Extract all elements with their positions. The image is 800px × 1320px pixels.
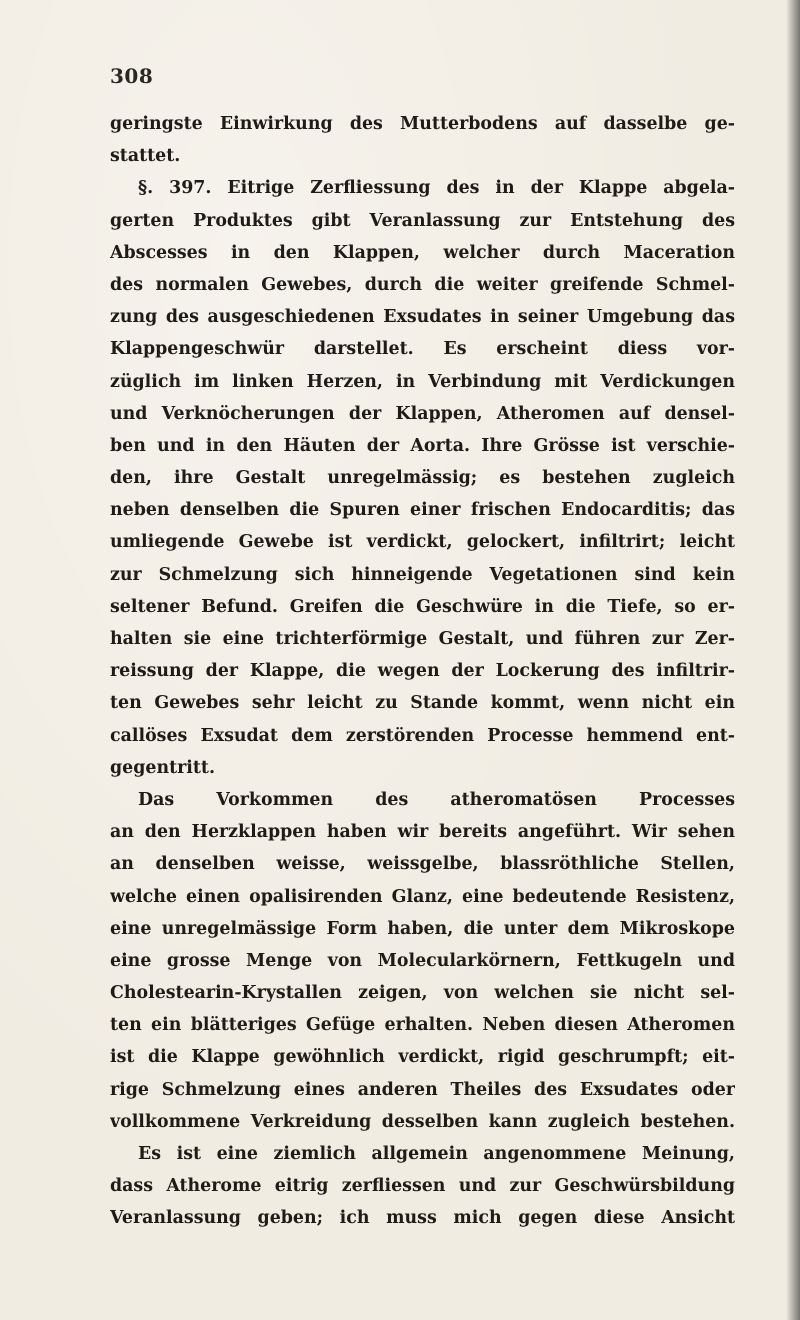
text-line: an denselben weisse, weissgelbe, blassröthliche Stellen,	[110, 854, 735, 875]
text-line: ten ein blätteriges Gefüge erhalten. Neben diesen Atheromen	[110, 1015, 735, 1036]
text-line: seltener Befund. Greifen die Geschwüre in die Tiefe, so er-	[110, 596, 735, 617]
text-line: ten Gewebes sehr leicht zu Stande kommt, wenn nicht ein	[110, 693, 735, 714]
text-line: züglich im linken Herzen, in Verbindung mit Verdickungen	[110, 371, 735, 392]
text-line: eine grosse Menge von Molecularkörnern, Fettkugeln und	[110, 950, 735, 971]
text-line: rige Schmelzung eines anderen Theiles des Exsudates oder	[110, 1079, 735, 1100]
text-line: den, ihre Gestalt unregelmässig; es bestehen zugleich	[110, 468, 735, 489]
text-line: Das Vorkommen des atheromatösen Processes	[138, 789, 735, 810]
text-line: dass Atherome eitrig zerfliessen und zur Geschwürsbildung	[110, 1176, 735, 1197]
text-line: Abscesses in den Klappen, welcher durch Maceration	[110, 242, 735, 263]
text-line: halten sie eine trichterförmige Gestalt, und führen zur Zer-	[110, 629, 735, 649]
page-edge-shadow	[786, 0, 800, 1320]
text-line: ist die Klappe gewöhnlich verdickt, rigid geschrumpft; eit-	[110, 1047, 735, 1068]
text-line: zur Schmelzung sich hinneigende Vegetationen sind kein	[110, 564, 735, 585]
text-line: stattet.	[110, 146, 181, 167]
text-line: Veranlassung geben; ich muss mich gegen diese Ansicht	[110, 1208, 735, 1229]
body-text	[110, 108, 735, 1235]
text-line: Klappengeschwür darstellet. Es erscheint diess vor-	[110, 339, 735, 360]
text-line: callöses Exsudat dem zerstörenden Processe hemmend ent-	[110, 725, 735, 746]
text-line: und Verknöcherungen der Klappen, Atheromen auf densel-	[110, 403, 735, 424]
text-line: Cholestearin-Krystallen zeigen, von welchen sie nicht sel-	[110, 983, 735, 1004]
text-line: geringste Einwirkung des Mutterbodens auf dasselbe ge-	[110, 114, 735, 134]
text-line: umliegende Gewebe ist verdickt, gelockert, infiltrirt; leicht	[110, 532, 735, 553]
text-line: reissung der Klappe, die wegen der Lockerung des infiltrir-	[110, 661, 735, 682]
text-line: §. 397. Eitrige Zerfliessung des in der Klappe abgela-	[138, 178, 735, 199]
page-number: 308	[110, 64, 154, 88]
text-line: vollkommene Verkreidung desselben kann zugleich bestehen.	[110, 1111, 735, 1132]
text-line: zung des ausgeschiedenen Exsudates in seiner Umgebung das	[110, 307, 735, 328]
text-line: Es ist eine ziemlich allgemein angenommene Meinung,	[138, 1144, 735, 1164]
text-line: gegentritt.	[110, 757, 216, 778]
text-line: an den Herzklappen haben wir bereits angeführt. Wir sehen	[110, 822, 735, 843]
text-line: welche einen opalisirenden Glanz, eine bedeutende Resistenz,	[110, 886, 735, 907]
text-line: eine unregelmässige Form haben, die unter dem Mikroskope	[110, 918, 735, 939]
text-line: des normalen Gewebes, durch die weiter greifende Schmel-	[110, 274, 735, 295]
text-line: ben und in den Häuten der Aorta. Ihre Grösse ist verschie-	[110, 435, 735, 456]
text-line: neben denselben die Spuren einer frischen Endocarditis; das	[110, 500, 735, 521]
text-line: gerten Produktes gibt Veranlassung zur Entstehung des	[110, 210, 735, 231]
